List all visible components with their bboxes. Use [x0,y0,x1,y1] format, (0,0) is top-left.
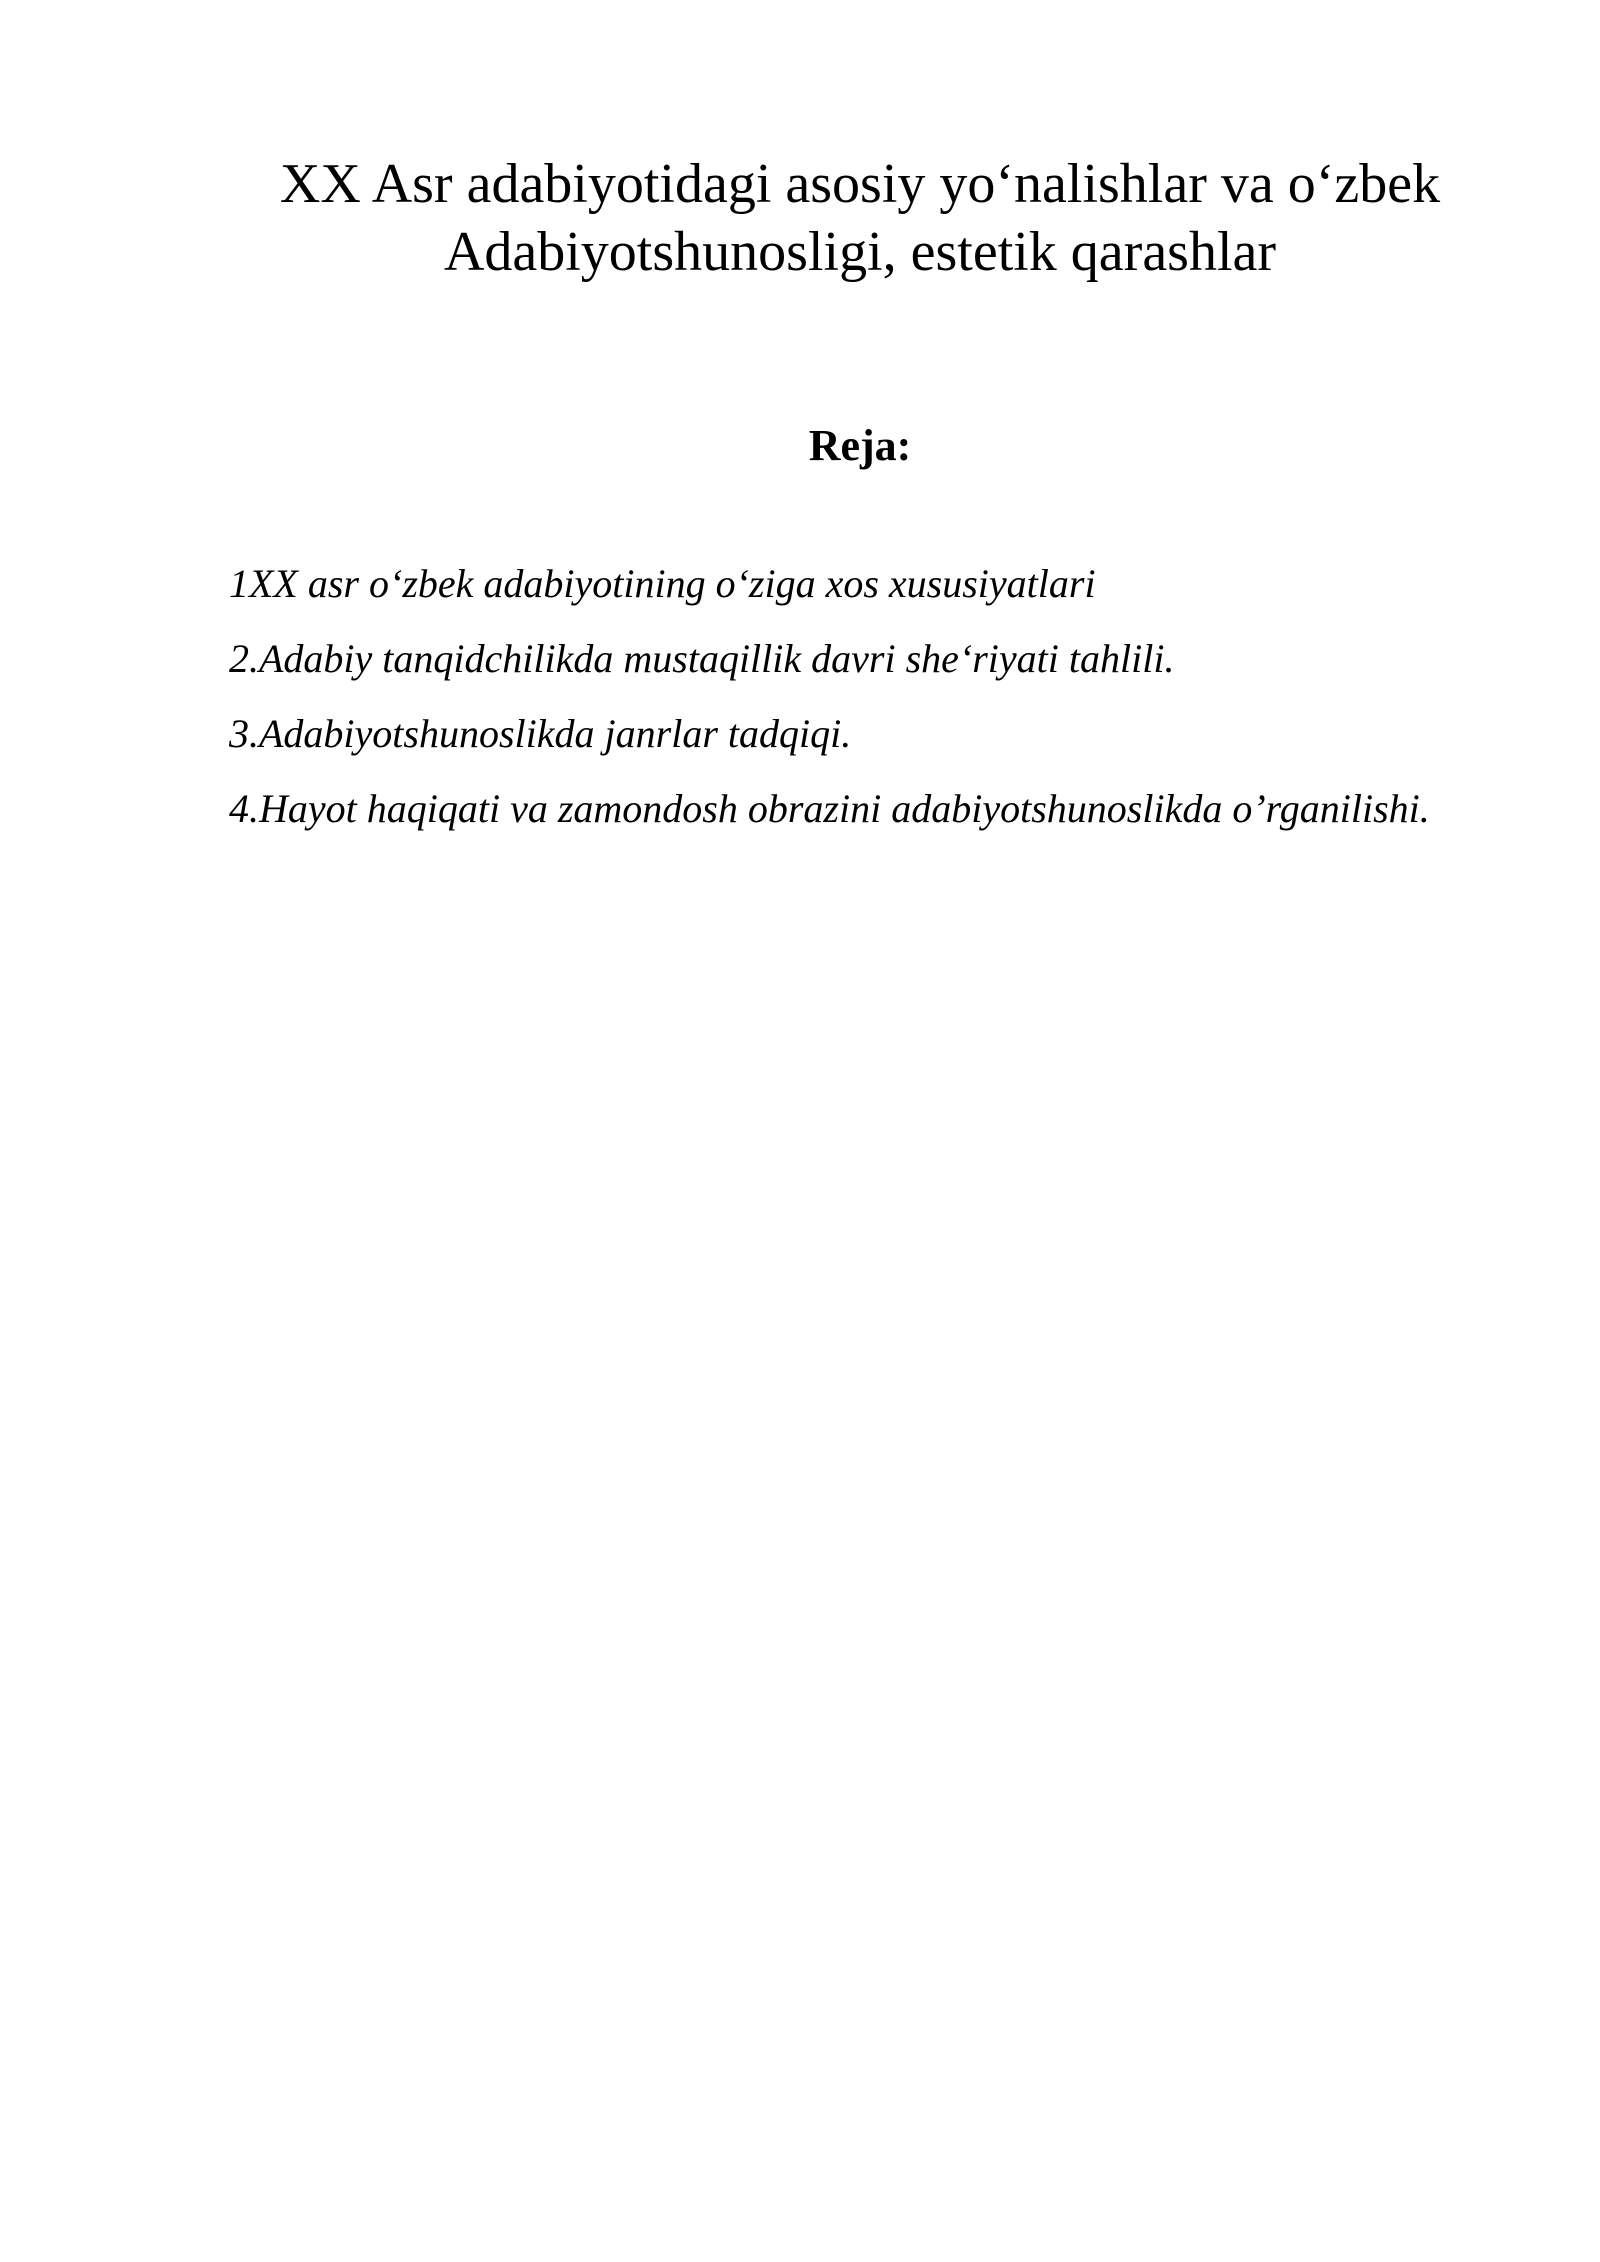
document-title [230,150,1490,286]
plan-list [229,546,1491,846]
plan-heading: Reja: [808,421,912,470]
plan-item: 3.Adabiyotshunoslikda janrlar tadqiqi. [229,711,852,756]
plan-item: 2.Adabiy tanqidchilikda mustaqillik davri she‘riyati tahlili. [229,636,1175,681]
document-title-line-2: Adabiyotshunosligi, estetik qarashlar [443,221,1277,283]
plan-item: 1XX asr o‘zbek adabiyotining o‘ziga xos xususiyatlari [229,561,1096,606]
document-title-line-1: XX Asr adabiyotidagi asosiy yo‘nalishlar va o‘zbek [279,153,1441,215]
plan-item: 4.Hayot haqiqati va zamondosh obrazini adabiyotshunoslikda o’rganilishi. [229,786,1430,831]
